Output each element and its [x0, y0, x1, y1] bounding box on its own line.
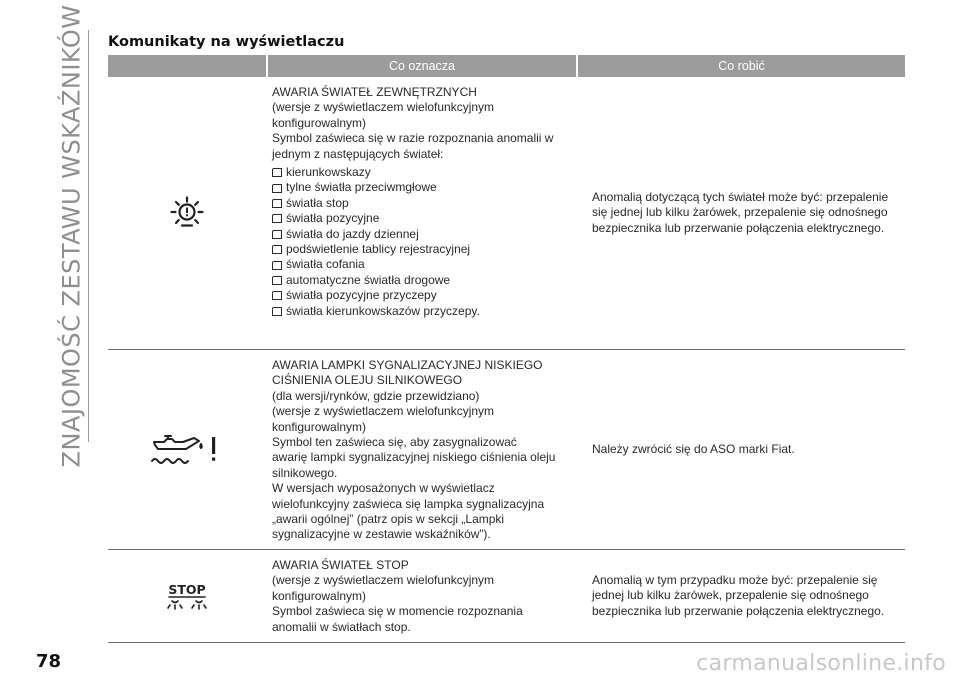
action-text: Anomalią w tym przypadku może być: przepalenie się jednej lub kilku żarówek, przepalenie się odnośnego bezpiecznika lub przerwanie połączenia elektrycznego. — [592, 572, 885, 618]
messages-table — [108, 55, 905, 643]
meaning-line: wielofunkcyjny zaświeca się lampka sygnalizacyjna — [272, 496, 545, 511]
meaning-line: Symbol zaświeca się w razie rozpoznania anomalii w — [272, 131, 554, 146]
oil-pressure-warning-icon — [150, 433, 224, 467]
bullet-icon — [272, 199, 282, 208]
list-item: światła stop — [272, 196, 572, 211]
row-icon-cell — [108, 350, 266, 549]
bullet-icon — [272, 168, 282, 177]
meaning-line: AWARIA ŚWIATEŁ STOP — [272, 558, 409, 572]
meaning-line: AWARIA ŚWIATEŁ ZEWNĘTRZNYCH — [272, 85, 477, 99]
row-icon-cell — [108, 550, 266, 642]
table-row — [108, 350, 905, 550]
bullet-icon — [272, 245, 282, 254]
bullet-icon — [272, 184, 282, 193]
meaning-line: (dla wersji/rynków, gdzie przewidziano) — [272, 388, 480, 403]
header-meaning: Co oznacza — [266, 55, 578, 77]
stop-lights-failure-icon — [164, 581, 210, 611]
meaning-line: CIŚNIENIA OLEJU SILNIKOWEGO — [272, 373, 463, 388]
meaning-line: „awarii ogólnej” (patrz opis w sekcji „Lampki — [272, 512, 505, 527]
list-item: podświetlenie tablicy rejestracyjnej — [272, 242, 572, 257]
row-action-cell — [578, 77, 905, 349]
meaning-line: Symbol zaświeca się w momencie rozpoznania — [272, 604, 523, 619]
action-text: Anomalią dotyczącą tych świateł może być: przepalenie się jednej lub kilku żarówek, przepalenie się odnośnego bezpiecznika lub przerwanie połączenia elektrycznego. — [592, 189, 889, 235]
meaning-line: Symbol ten zaświeca się, aby zasygnalizować — [272, 435, 517, 450]
meaning-line: sygnalizacyjne w zestawie wskaźników”). — [272, 527, 491, 542]
header-icon-column — [108, 55, 266, 77]
table-row — [108, 77, 905, 350]
section-heading: Komunikaty na wyświetlaczu — [108, 34, 345, 50]
list-item: światła pozycyjne przyczepy — [272, 288, 572, 303]
meaning-line: anomalii w światłach stop. — [272, 619, 411, 634]
external-lights-failure-icon — [170, 196, 204, 230]
bullet-icon — [272, 276, 282, 285]
meaning-line: konfigurowalnym) — [272, 588, 367, 603]
meaning-line: AWARIA LAMPKI SYGNALIZACYJNEJ NISKIEGO — [272, 358, 543, 372]
bullet-icon — [272, 307, 282, 316]
list-item: automatyczne światła drogowe — [272, 273, 572, 288]
table-row — [108, 550, 905, 643]
bullet-icon — [272, 230, 282, 239]
watermark: carmanualsonline.info — [696, 651, 946, 676]
list-item: kierunkowskazy — [272, 165, 572, 180]
page-number: 78 — [36, 651, 62, 672]
meaning-line: silnikowego. — [272, 465, 338, 480]
bullet-icon — [272, 291, 282, 300]
row-meaning-cell — [266, 550, 578, 642]
row-action-cell — [578, 350, 905, 549]
stop-label: STOP — [168, 582, 206, 597]
bullet-icon — [272, 261, 282, 270]
chapter-title-vertical: ZNAJOMOŚĆ ZESTAWU WSKAŹNIKÓW — [57, 4, 86, 468]
list-item: tylne światła przeciwmgłowe — [272, 180, 572, 195]
chapter-divider — [88, 30, 89, 442]
meaning-line: (wersje z wyświetlaczem wielofunkcyjnym — [272, 100, 495, 115]
table-header — [108, 55, 905, 77]
action-text: Należy zwrócić się do ASO marki Fiat. — [592, 441, 795, 456]
list-item: światła kierunkowskazów przyczepy. — [272, 304, 572, 319]
list-item: światła do jazdy dziennej — [272, 227, 572, 242]
meaning-line: konfigurowalnym) — [272, 419, 367, 434]
list-item: światła cofania — [272, 257, 572, 272]
meaning-line: konfigurowalnym) — [272, 115, 367, 130]
row-meaning-cell — [266, 77, 578, 349]
meaning-line: jednym z następujących świateł: — [272, 146, 444, 161]
meaning-line: (wersje z wyświetlaczem wielofunkcyjnym — [272, 404, 495, 419]
header-action: Co robić — [718, 59, 765, 73]
meaning-line: (wersje z wyświetlaczem wielofunkcyjnym — [272, 573, 495, 588]
row-meaning-cell — [266, 350, 578, 549]
meaning-line: awarię lampki sygnalizacyjnej niskiego ciśnienia oleju — [272, 450, 556, 465]
row-icon-cell — [108, 77, 266, 349]
row-action-cell — [578, 550, 905, 642]
bullet-icon — [272, 214, 282, 223]
list-item: światła pozycyjne — [272, 211, 572, 226]
meaning-line: W wersjach wyposażonych w wyświetlacz — [272, 481, 495, 496]
